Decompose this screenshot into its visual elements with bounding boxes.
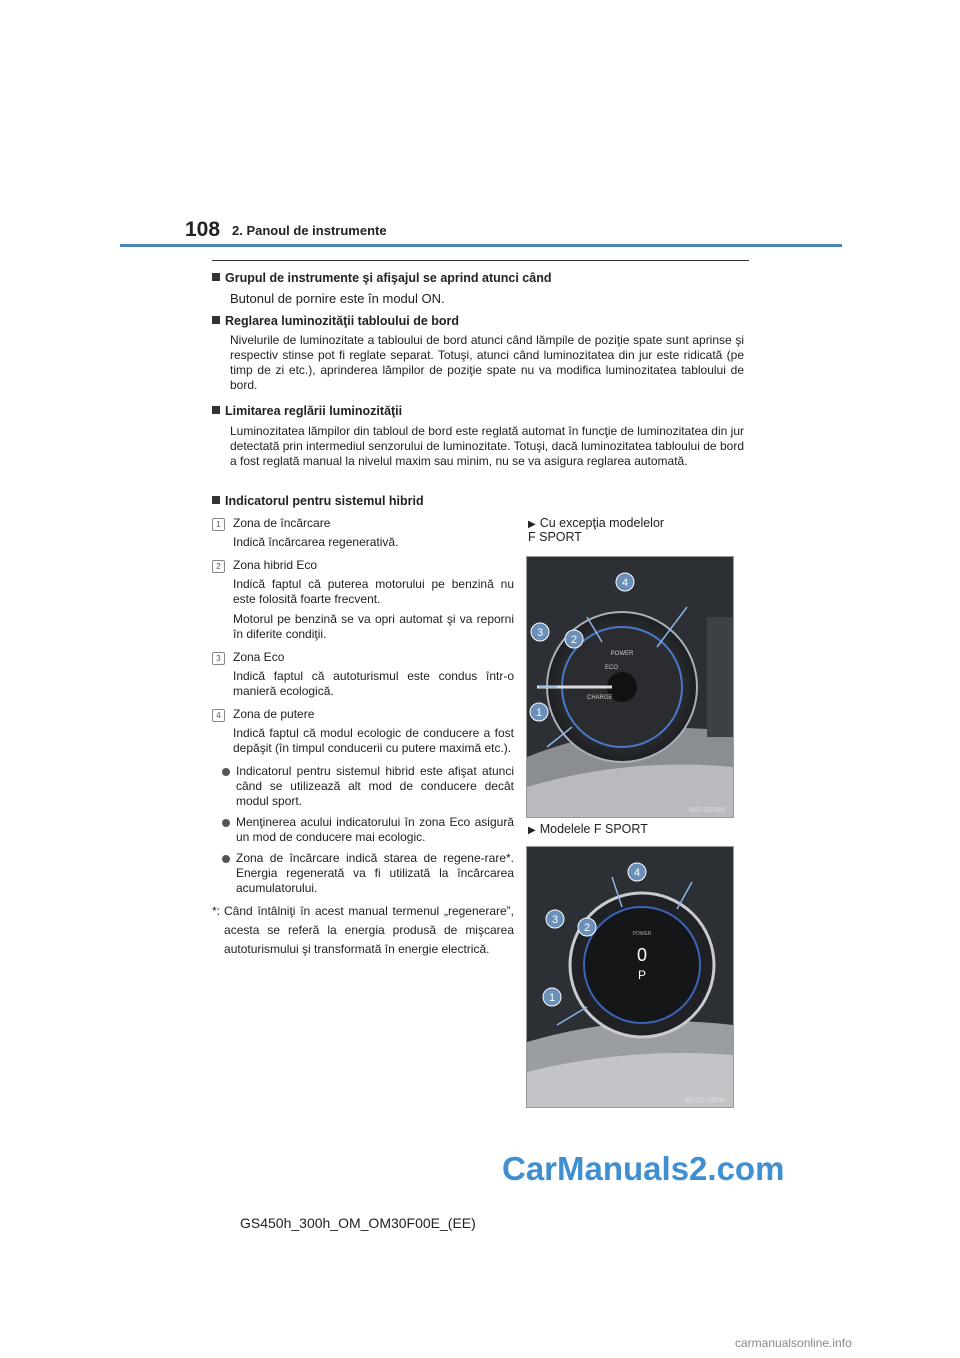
gear-readout: P xyxy=(637,968,647,982)
item-title: Zona de putere xyxy=(233,707,315,721)
section-body: Nivelurile de luminozitate a tabloului de bord atunci când lămpile de poziţie spate sunt aprinse şi respectiv stinse pot fi reglate separat. Totuşi, atunci când luminozitatea din jur este ridicată (pe timp de zi etc.), aprinderea lămpilor de poziţie spate nu va modifica luminozitatea tabloului de bord. xyxy=(230,333,744,392)
chapter-title: 2. Panoul de instrumente xyxy=(232,223,387,238)
bullet-item: Menţinerea acului indicatorului în zona Eco asigură un mod de conducere mai ecologic. xyxy=(222,815,514,845)
section-title: Grupul de instrumente şi afişajul se aprind atunci când xyxy=(212,271,551,285)
callout-4: 4 xyxy=(621,577,629,589)
gauge-illustration xyxy=(527,847,733,1107)
section-title: Reglarea luminozităţii tabloului de bord xyxy=(212,314,459,328)
gauge-image-fsport xyxy=(526,846,734,1108)
callout-badge: 2 xyxy=(212,560,225,573)
figure-label: ▶ Modelele F SPORT xyxy=(528,822,648,836)
speed-readout: 0 xyxy=(636,945,648,965)
section-body: Luminozitatea lămpilor din tabloul de bord este reglată automat în funcţie de luminozitatea din jur detectată prin intermediul senzorului de luminozitate. Totuşi, dacă luminozitatea tabloului de bord a fost reglată manual la nivelul maxim sau minim, nu se va asigura reglarea automată. xyxy=(230,424,744,468)
gauge-image-standard xyxy=(526,556,734,818)
triangle-icon: ▶ xyxy=(528,825,536,836)
item-title: Zona hibrid Eco xyxy=(233,558,318,572)
item-desc: Motorul pe benzină se va opri automat şi va reporni în diferite condiţii. xyxy=(233,612,514,641)
callout-1: 1 xyxy=(535,707,543,719)
callout-2: 2 xyxy=(570,634,578,646)
list-item xyxy=(212,707,514,761)
bullet-dot-icon xyxy=(222,768,230,776)
footnote-mark: *: xyxy=(212,904,221,918)
power-label: POWER xyxy=(610,651,634,657)
power-label: POWER xyxy=(632,931,652,937)
header-divider xyxy=(120,244,842,247)
callout-3: 3 xyxy=(551,914,559,926)
page-number: 108 xyxy=(185,218,221,241)
callout-badge: 3 xyxy=(212,652,225,665)
list-item xyxy=(212,516,514,555)
charge-label: CHARGE xyxy=(587,695,613,701)
bullet-item: Indicatorul pentru sistemul hibrid este afişat atunci când se utilizează alt mod de conducere decât modul sport. xyxy=(222,764,514,809)
section-body: Butonul de pornire este în modul ON. xyxy=(230,291,445,306)
watermark-secondary: carmanualsonline.info xyxy=(735,1336,852,1350)
callout-badge: 4 xyxy=(212,709,225,722)
watermark: CarManuals2.com xyxy=(502,1150,785,1187)
list-item xyxy=(212,558,514,647)
figure-code: IN21GS389 xyxy=(688,807,725,814)
bullet-dot-icon xyxy=(222,819,230,827)
footnote-text: Când întâlniţi în acest manual termenul „regenerare”, acesta se referă la energia produsă de mişcarea autoturismului şi transformată în energie electrică. xyxy=(224,904,514,956)
list-item xyxy=(212,650,514,704)
gauge-illustration xyxy=(527,557,733,817)
item-desc: Indică faptul că puterea motorului pe benzină nu este folosită foarte frecvent. xyxy=(233,577,514,606)
section-title: Limitarea reglării luminozităţii xyxy=(212,404,402,418)
callout-1: 1 xyxy=(548,992,556,1004)
footnote xyxy=(212,902,514,959)
callout-2: 2 xyxy=(583,922,591,934)
figure-code: IN21GS390a xyxy=(684,1097,725,1104)
bullet-item: Zona de încărcare indică starea de regene-rare*. Energia regenerată va fi utilizată la încărcarea acumulatorului. xyxy=(222,851,514,896)
bullet-dot-icon xyxy=(222,855,230,863)
item-desc: Indică faptul că autoturismul este condus într-o manieră ecologică. xyxy=(233,669,514,698)
figure-label: ▶ Cu excepţia modelelor F SPORT xyxy=(528,516,665,544)
item-title: Zona de încărcare xyxy=(233,516,331,530)
section-title: Indicatorul pentru sistemul hibrid xyxy=(212,494,424,508)
hybrid-indicator-list xyxy=(212,516,514,959)
callout-badge: 1 xyxy=(212,518,225,531)
callout-3: 3 xyxy=(536,627,544,639)
item-title: Zona Eco xyxy=(233,650,285,664)
triangle-icon: ▶ xyxy=(528,519,536,530)
footer-model-code: GS450h_300h_OM_OM30F00E_(EE) xyxy=(240,1215,476,1231)
item-desc: Indică faptul că modul ecologic de conducere a fost depăşit (în timpul conducerii cu putere maximă etc.). xyxy=(233,726,514,755)
item-desc: Indică încărcarea regenerativă. xyxy=(233,535,399,549)
eco-label: ECO xyxy=(605,665,619,671)
section-rule xyxy=(212,260,749,261)
callout-4: 4 xyxy=(633,867,641,879)
